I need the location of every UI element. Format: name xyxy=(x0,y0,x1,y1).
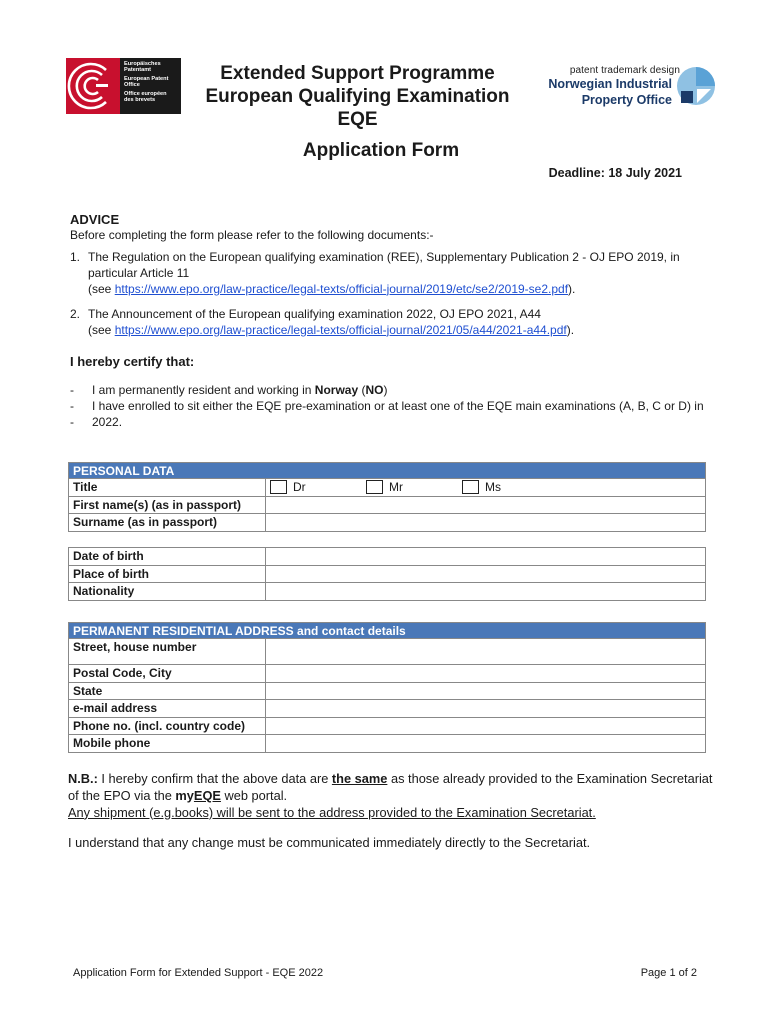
title-line-1: Extended Support Programme xyxy=(220,63,495,84)
certify-text: I am permanently resident and working in xyxy=(92,383,315,397)
title-option-dr[interactable] xyxy=(270,480,366,494)
table-row xyxy=(69,700,706,718)
reference-close: ). xyxy=(566,322,575,337)
table-row xyxy=(69,496,706,514)
nipo-name-line-1: Norwegian Industrial xyxy=(548,77,672,91)
phone-field[interactable] xyxy=(266,717,706,735)
title-option-ms[interactable] xyxy=(462,480,558,494)
reference-item-1 xyxy=(70,250,710,297)
nipo-name-line-2: Property Office xyxy=(581,92,672,107)
epo-logo-line-de: Europäisches Patentamt xyxy=(124,61,161,74)
nb-eqe: EQE xyxy=(193,787,221,803)
certify-list xyxy=(70,383,710,430)
reference-item-2 xyxy=(70,307,710,339)
option-label: Dr xyxy=(293,480,306,495)
table-row xyxy=(69,639,706,665)
street-label: Street, house number xyxy=(69,639,266,665)
epo-logo-line-fr: Office européen des brevets xyxy=(124,90,167,104)
nationality-label: Nationality xyxy=(69,583,266,601)
nb-text: as those already provided to the Examination Secretariat of the EPO via the xyxy=(68,771,713,803)
country-code: NO xyxy=(365,383,384,397)
table-row xyxy=(69,717,706,735)
nb-my: my xyxy=(175,787,194,803)
date-of-birth-label: Date of birth xyxy=(69,548,266,566)
reference-number: 1. xyxy=(70,250,81,264)
address-table xyxy=(68,622,706,753)
table-row xyxy=(69,682,706,700)
shipment-note: Any shipment (e.g.books) will be sent to the address provided to the Examination Secretariat. xyxy=(68,804,596,820)
footer-document-name: Application Form for Extended Support - EQE 2022 xyxy=(73,967,324,979)
advice-heading: ADVICE xyxy=(70,212,120,227)
checkbox-dr[interactable] xyxy=(270,480,287,494)
personal-data-table xyxy=(68,462,706,532)
table-header-row xyxy=(69,623,706,639)
table-row xyxy=(69,665,706,683)
surname-field[interactable] xyxy=(266,514,706,532)
certify-item-2 xyxy=(70,399,710,431)
certify-item-1 xyxy=(70,383,710,399)
state-label: State xyxy=(69,682,266,700)
nipo-logo xyxy=(535,63,720,108)
table-row xyxy=(69,583,706,601)
reference-number: 2. xyxy=(70,307,81,321)
page-number: Page 1 of 2 xyxy=(640,967,697,979)
epo-mark-icon xyxy=(66,58,120,114)
advice-intro: Before completing the form please refer to the following documents:- xyxy=(70,228,434,242)
reference-link-1[interactable]: https://www.epo.org/law-practice/legal-texts/official-journal/2019/etc/se2/2019-se2.pdf xyxy=(114,281,569,296)
title-options xyxy=(266,479,706,497)
list-dash-3: - xyxy=(70,415,74,429)
reference-text: The Announcement of the European qualifying examination 2022, OJ EPO 2021, A44 xyxy=(88,307,541,321)
checkbox-ms[interactable] xyxy=(462,480,479,494)
title-line-2: European Qualifying Examination xyxy=(205,86,510,108)
country-name: Norway xyxy=(314,383,359,397)
option-label: Ms xyxy=(485,480,501,495)
personal-data-header: PERSONAL DATA xyxy=(69,463,706,479)
epo-logo xyxy=(66,58,181,114)
state-field[interactable] xyxy=(266,682,706,700)
deadline: Deadline: 18 July 2021 xyxy=(548,166,682,180)
certify-text: ( xyxy=(358,383,366,397)
address-header: PERMANENT RESIDENTIAL ADDRESS and contact details xyxy=(69,623,706,639)
street-field[interactable] xyxy=(266,639,706,665)
reference-see: (see xyxy=(88,281,115,296)
nationality-field[interactable] xyxy=(266,583,706,601)
table-row xyxy=(69,548,706,566)
email-label: e-mail address xyxy=(69,700,266,718)
certify-text: I have enrolled to sit either the EQE pre-examination or at least one of the EQE main examinations (A, B, C or D) in 2022. xyxy=(92,398,704,429)
list-dash: - xyxy=(70,383,74,397)
table-row xyxy=(69,514,706,532)
list-dash: - xyxy=(70,398,74,413)
date-of-birth-field[interactable] xyxy=(266,548,706,566)
document-title xyxy=(180,62,535,132)
nipo-name xyxy=(537,77,672,108)
nb-same-emphasis: the same xyxy=(331,771,388,786)
epo-logo-text xyxy=(120,58,181,114)
mobile-phone-field[interactable] xyxy=(266,735,706,753)
reference-see: (see xyxy=(88,322,115,337)
reference-text: The Regulation on the European qualifying examination (REE), Supplementary Publication 2 - OJ EPO 2019, in particular Article 11 xyxy=(88,250,680,280)
nipo-tagline: patent trademark design xyxy=(569,65,680,76)
table-row xyxy=(69,735,706,753)
mobile-phone-label: Mobile phone xyxy=(69,735,266,753)
nb-label: N.B.: xyxy=(68,771,98,786)
title-line-3: EQE xyxy=(337,109,378,131)
table-row xyxy=(69,565,706,583)
phone-label: Phone no. (incl. country code) xyxy=(69,717,266,735)
email-field[interactable] xyxy=(266,700,706,718)
place-of-birth-label: Place of birth xyxy=(69,565,266,583)
option-label: Mr xyxy=(389,480,403,495)
nb-text: web portal. xyxy=(220,787,288,803)
certify-heading: I hereby certify that: xyxy=(70,354,195,369)
understand-note: I understand that any change must be communicated immediately directly to the Secretariat. xyxy=(68,835,591,850)
nb-text: I hereby confirm that the above data are xyxy=(97,771,332,786)
reference-link-2[interactable]: https://www.epo.org/law-practice/legal-texts/official-journal/2021/05/a44/2021-a44.pdf xyxy=(114,322,567,337)
postal-code-city-label: Postal Code, City xyxy=(69,665,266,683)
certify-text: ) xyxy=(383,383,388,397)
checkbox-mr[interactable] xyxy=(366,480,383,494)
first-name-label: First name(s) (as in passport) xyxy=(69,496,266,514)
table-header-row xyxy=(69,463,706,479)
surname-label: Surname (as in passport) xyxy=(69,514,266,532)
nb-note xyxy=(68,771,718,822)
form-title: Application Form xyxy=(302,140,460,161)
epo-logo-line-en: European Patent Office xyxy=(124,75,169,89)
place-of-birth-field[interactable] xyxy=(266,565,706,583)
birth-data-table xyxy=(68,547,706,601)
table-row xyxy=(69,479,706,497)
title-label: Title xyxy=(69,479,266,497)
title-option-mr[interactable] xyxy=(366,480,462,494)
postal-code-city-field[interactable] xyxy=(266,665,706,683)
nipo-mark-icon xyxy=(675,65,717,107)
reference-close: ). xyxy=(568,281,576,296)
first-name-field[interactable] xyxy=(266,496,706,514)
